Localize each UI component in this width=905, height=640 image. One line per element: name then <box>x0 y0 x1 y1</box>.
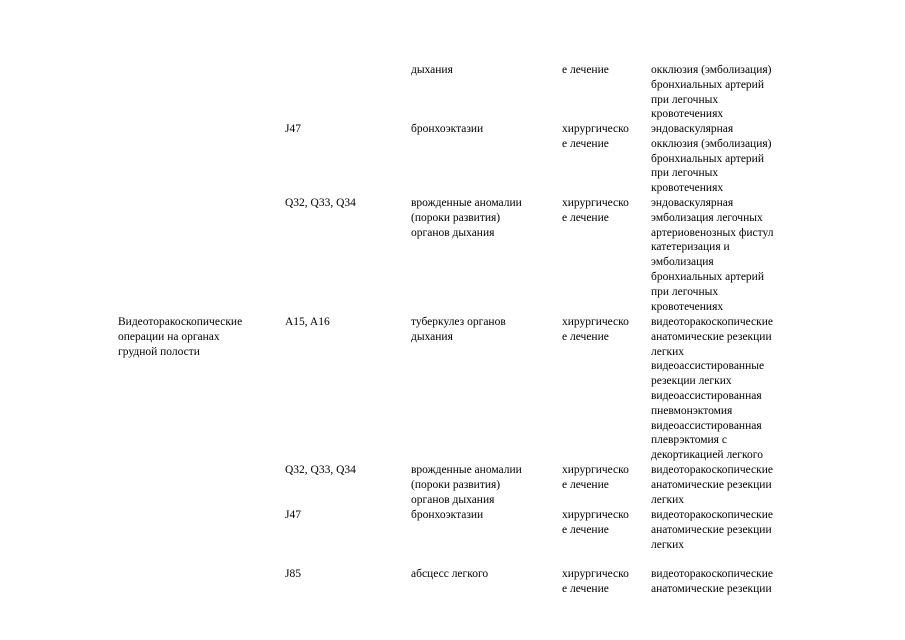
row-5-diagnosis: бронхоэктазии <box>411 509 484 521</box>
row-2-code: Q32, Q33, Q34 <box>285 197 356 209</box>
row-1-treatment: хирургическо е лечение <box>562 123 629 150</box>
row-0-diagnosis: дыхания <box>411 64 453 76</box>
row-3-code: A15, A16 <box>285 316 330 328</box>
row-5-method: видеоторакоскопические анатомические резекции легких <box>651 509 773 551</box>
row-5-treatment: хирургическо е лечение <box>562 509 629 536</box>
row-3-method: видеоторакоскопические анатомические резекции легких видеоассистированные резекции легких видеоассистированная пневмонэктомия видеоассистированная плеврэктомия с декортикацией легкого <box>651 316 773 462</box>
row-3-treatment: хирургическо е лечение <box>562 316 629 343</box>
row-6-diagnosis: абсцесс легкого <box>411 568 489 580</box>
row-1-code: J47 <box>285 123 301 135</box>
row-5-code: J47 <box>285 509 301 521</box>
row-4-code: Q32, Q33, Q34 <box>285 464 356 476</box>
row-2-diagnosis: врожденные аномалии (пороки развития) органов дыхания <box>411 197 522 239</box>
row-0-treatment: е лечение <box>562 64 609 76</box>
row-4-diagnosis: врожденные аномалии (пороки развития) органов дыхания <box>411 464 522 506</box>
row-6-code: J85 <box>285 568 301 580</box>
row-6-method: видеоторакоскопические анатомические резекции <box>651 568 773 595</box>
row-0-method: окклюзия (эмболизация) бронхиальных артерий при легочных кровотечениях <box>651 64 772 121</box>
row-4-method: видеоторакоскопические анатомические резекции легких <box>651 464 773 506</box>
row-1-method: эндоваскулярная окклюзия (эмболизация) бронхиальных артерий при легочных кровотечениях <box>651 123 772 195</box>
row-3-group: Видеоторакоскопические операции на органах грудной полости <box>118 316 243 358</box>
row-3-diagnosis: туберкулез органов дыхания <box>411 316 506 343</box>
row-1-diagnosis: бронхоэктазии <box>411 123 484 135</box>
row-2-treatment: хирургическо е лечение <box>562 197 629 224</box>
row-6-treatment: хирургическо е лечение <box>562 568 629 595</box>
row-4-treatment: хирургическо е лечение <box>562 464 629 491</box>
row-2-method: эндоваскулярная эмболизация легочных артериовенозных фистул катетеризация и эмболизация бронхиальных артерий при легочных кровотечениях <box>651 197 774 313</box>
